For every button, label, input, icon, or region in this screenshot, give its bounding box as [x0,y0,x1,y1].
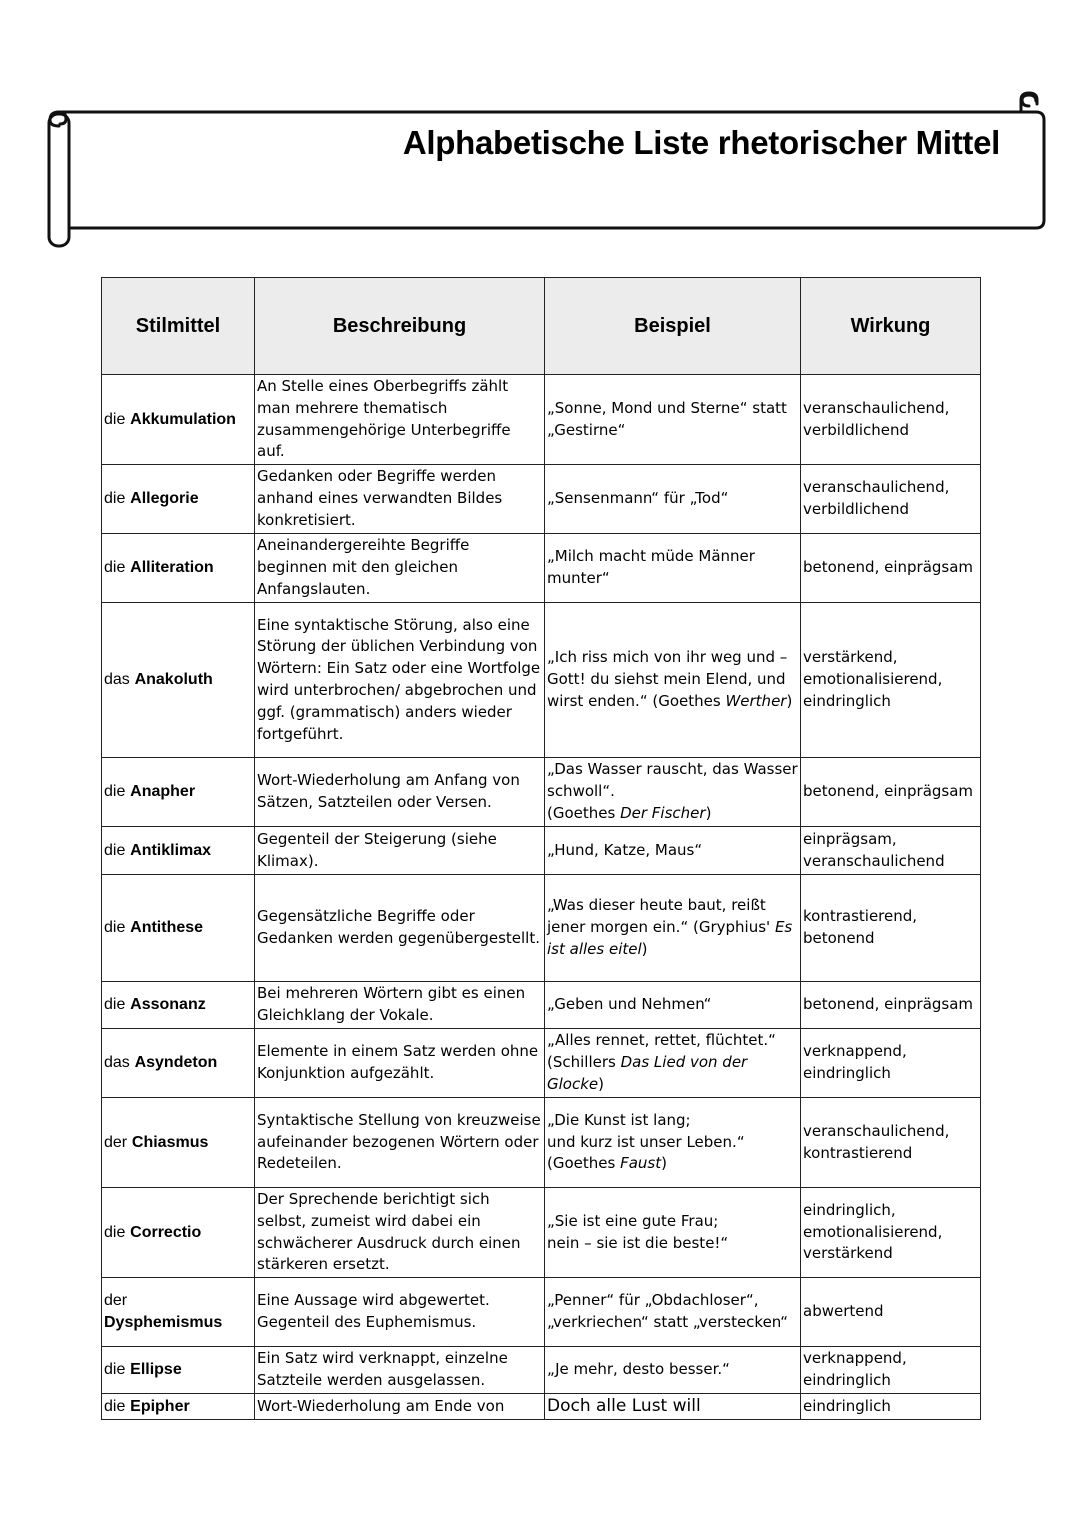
term-name: Correctio [130,1223,202,1241]
term-cell [102,875,255,982]
term-article: die [104,996,126,1014]
term-name: Assonanz [130,996,206,1014]
example-text: „Sonne, Mond und Sterne“ statt „Gestirne“ [547,398,787,439]
term-cell [102,534,255,603]
effect-cell: eindringlich [801,1394,981,1420]
term-article: die [104,410,126,428]
description-cell: Der Sprechende berichtigt sich selbst, zumeist wird dabei ein schwächerer Ausdruck durch einen stärkeren ersetzt. [255,1188,545,1278]
example-text: „Milch macht müde Männer munter“ [547,547,755,587]
term-cell [102,827,255,875]
header-beschreibung: Beschreibung [255,278,545,375]
term-name: Alliteration [130,559,214,577]
table-row [102,827,981,875]
effect-cell: betonend, einprägsam [801,758,981,827]
example-cell [545,1394,801,1420]
effect-cell: veranschaulichend, kontrastierend [801,1098,981,1188]
header-stilmittel: Stilmittel [102,278,255,375]
example-text: „Die Kunst ist lang; und kurz ist unser Leben.“ (Goethes [547,1110,745,1173]
term-article: der [104,1292,128,1310]
example-cell [545,534,801,603]
effect-cell: abwertend [801,1278,981,1347]
table-row [102,875,981,982]
term-cell [102,982,255,1029]
example-cell [545,1347,801,1394]
description-cell: Gedanken oder Begriffe werden anhand eines verwandten Bildes konkretisiert. [255,465,545,534]
effect-cell: verknappend, eindringlich [801,1029,981,1098]
term-name: Ellipse [130,1361,182,1379]
table-row [102,982,981,1029]
table-row [102,375,981,465]
term-article: die [104,1397,126,1415]
example-text: „Alles rennet, rettet, flüchtet.“ (Schillers [547,1031,776,1072]
example-cell [545,465,801,534]
effect-cell: eindringlich, emotionalisierend, verstärkend [801,1188,981,1278]
term-cell [102,465,255,534]
example-text: „Sensenmann“ für „Tod“ [547,489,729,508]
term-name: Akkumulation [130,410,236,428]
description-cell: Syntaktische Stellung von kreuzweise aufeinander bezogenen Wörtern oder Redeteilen. [255,1098,545,1188]
description-cell: An Stelle eines Oberbegriffs zählt man mehrere thematisch zusammengehörige Unterbegriffe auf. [255,375,545,465]
term-cell [102,1394,255,1420]
term-name: Antiklimax [130,841,212,859]
rhetoric-table [101,277,981,1420]
example-text: Doch alle Lust will [547,1395,701,1416]
example-cell [545,875,801,982]
example-tail: ) [598,1074,604,1093]
example-text: „Penner“ für „Obdachloser“, „verkriechen“ statt „verstecken“ [547,1291,788,1331]
term-cell [102,1347,255,1394]
description-cell: Wort-Wiederholung am Anfang von Sätzen, Satzteilen oder Versen. [255,758,545,827]
term-name: Antithese [130,919,204,937]
term-name: Epipher [130,1397,190,1415]
description-cell: Eine Aussage wird abgewertet. Gegenteil des Euphemismus. [255,1278,545,1347]
term-cell [102,1278,255,1347]
example-cell [545,1098,801,1188]
term-cell [102,603,255,758]
effect-cell: einprägsam, veranschaulichend [801,827,981,875]
page-title: Alphabetische Liste rhetorischer Mittel [402,124,1000,161]
term-name: Asyndeton [134,1054,218,1072]
term-article: die [104,919,126,937]
description-cell: Bei mehreren Wörtern gibt es einen Gleichklang der Vokale. [255,982,545,1029]
example-cell [545,603,801,758]
term-name: Anapher [130,783,196,801]
example-title: Es ist alles eitel [547,918,793,958]
title-scroll-banner [46,90,1048,252]
scroll-graphic [46,90,1048,252]
description-cell: Ein Satz wird verknappt, einzelne Satzteile werden ausgelassen. [255,1347,545,1394]
term-cell [102,375,255,465]
description-cell: Elemente in einem Satz werden ohne Konjunktion aufgezählt. [255,1029,545,1098]
example-text: „Hund, Katze, Maus“ [547,840,703,859]
example-cell [545,1278,801,1347]
example-text: „Das Wasser rauscht, das Wasser schwoll“. (Goethes [547,760,798,822]
table-row [102,603,981,758]
table-row [102,1394,981,1420]
term-article: das [104,671,130,689]
effect-cell: betonend, einprägsam [801,534,981,603]
description-cell: Wort-Wiederholung am Ende von [255,1394,545,1420]
effect-cell: veranschaulichend, verbildlichend [801,375,981,465]
effect-cell: veranschaulichend, verbildlichend [801,465,981,534]
term-name: Anakoluth [134,671,213,689]
table-row [102,1278,981,1347]
description-cell: Gegensätzliche Begriffe oder Gedanken werden gegenübergestellt. [255,875,545,982]
header-wirkung: Wirkung [801,278,981,375]
term-article: das [104,1054,130,1072]
term-article: die [104,1223,126,1241]
example-text: „Sie ist eine gute Frau; nein – sie ist die beste!“ [547,1211,729,1252]
example-text: „Je mehr, desto besser.“ [547,1360,730,1379]
example-cell [545,758,801,827]
effect-cell: verstärkend, emotionalisierend, eindringlich [801,603,981,758]
term-cell [102,1098,255,1188]
table-row [102,1188,981,1278]
example-title: Werther [725,691,787,710]
example-text: „Was dieser heute baut, reißt jener morgen ein.“ (Gryphius' [547,896,775,937]
term-name: Allegorie [130,490,199,508]
term-article: der [104,1133,128,1151]
term-name: Chiasmus [131,1133,209,1151]
example-title: Der Fischer [620,803,706,822]
table-row [102,758,981,827]
example-cell [545,1188,801,1278]
effect-cell: kontrastierend, betonend [801,875,981,982]
term-article: die [104,841,126,859]
term-cell [102,1029,255,1098]
description-cell: Aneinandergereihte Begriffe beginnen mit den gleichen Anfangslauten. [255,534,545,603]
term-cell [102,758,255,827]
table-row [102,465,981,534]
table-row [102,1029,981,1098]
table-header-row [102,278,981,375]
term-article: die [104,490,126,508]
example-tail: ) [786,691,793,710]
description-cell: Eine syntaktische Störung, also eine Störung der üblichen Verbindung von Wörtern: Ein Satz oder eine Wortfolge wird unterbrochen/ abgebrochen und ggf. (grammatisch) anders wieder fortgeführt. [255,603,545,758]
term-article: die [104,783,126,801]
term-cell [102,1188,255,1278]
description-cell: Gegenteil der Steigerung (siehe Klimax). [255,827,545,875]
effect-cell: verknappend, eindringlich [801,1347,981,1394]
effect-cell: betonend, einprägsam [801,982,981,1029]
table-row [102,1347,981,1394]
example-tail: ) [661,1154,667,1173]
term-article: die [104,559,126,577]
table-row [102,1098,981,1188]
header-beispiel: Beispiel [545,278,801,375]
example-title: Das Lied von der Glocke [547,1053,748,1093]
example-tail: ) [641,939,648,958]
example-cell [545,375,801,465]
example-title: Faust [620,1154,662,1173]
table-row [102,534,981,603]
term-name: Dysphemismus [104,1314,223,1331]
example-cell [545,1029,801,1098]
example-text: „Ich riss mich von ihr weg und – Gott! du siehst mein Elend, und wirst enden.“ (Goethes [547,648,788,710]
example-cell [545,827,801,875]
example-cell [545,982,801,1029]
example-tail: ) [705,803,712,822]
term-article: die [104,1361,126,1379]
example-text: „Geben und Nehmen“ [547,995,712,1014]
